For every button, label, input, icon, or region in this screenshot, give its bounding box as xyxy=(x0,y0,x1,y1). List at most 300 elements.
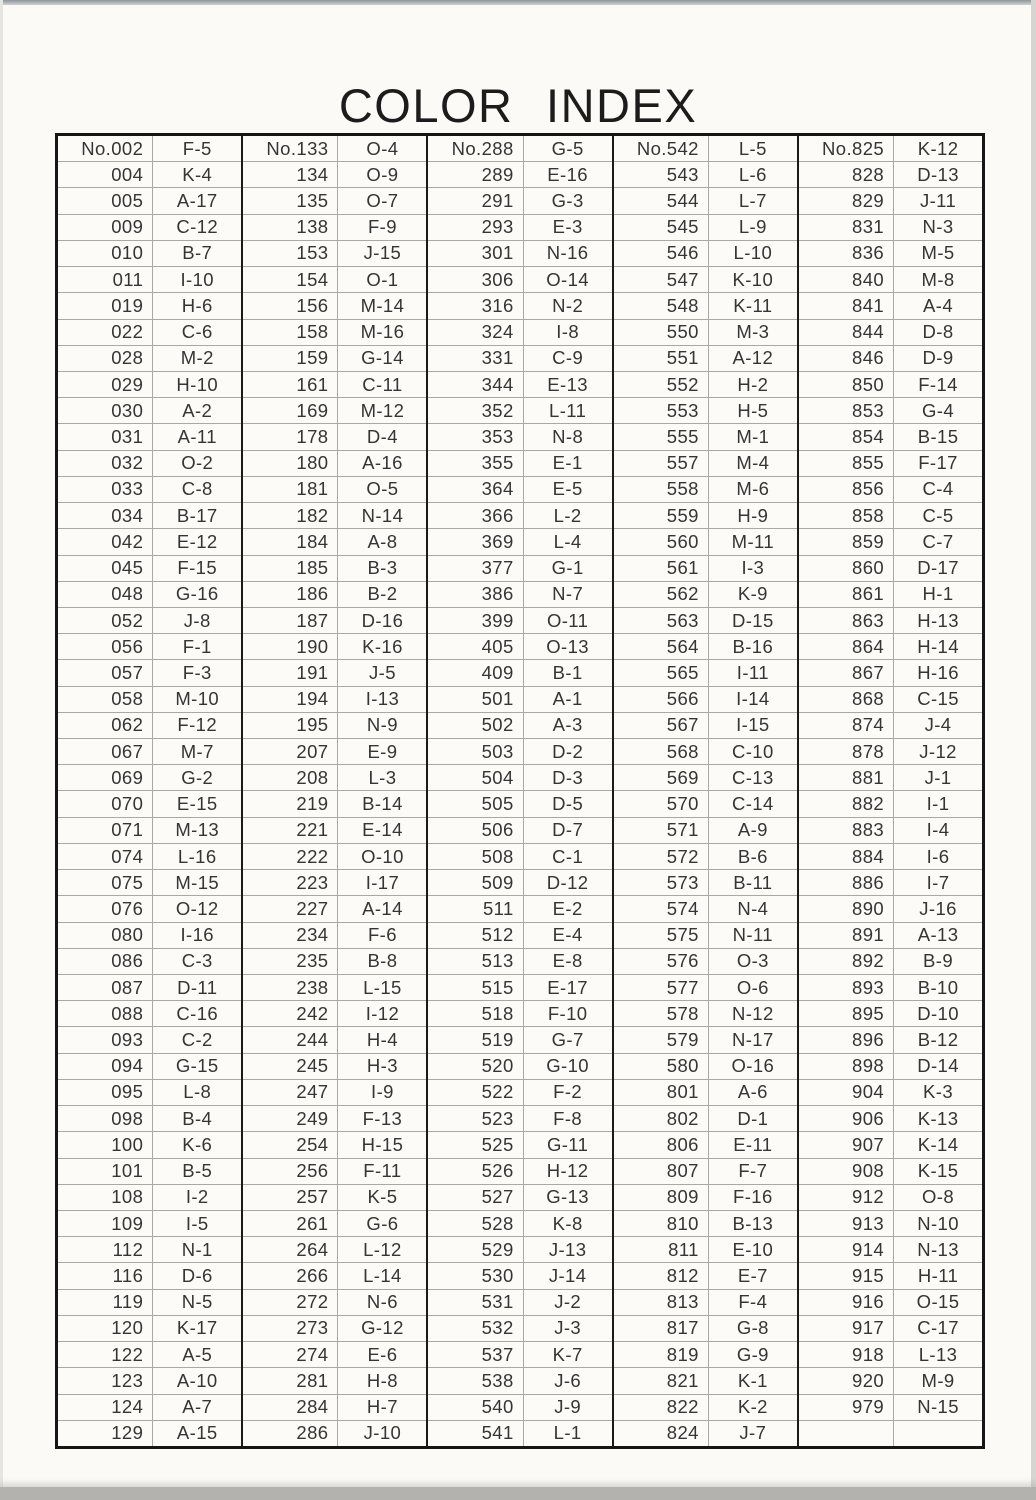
color-number-cell: 844 xyxy=(799,320,894,345)
color-number-cell: 057 xyxy=(58,660,153,685)
table-row xyxy=(243,1394,426,1420)
color-number-cell: 123 xyxy=(58,1368,153,1393)
grid-code-cell: D-2 xyxy=(552,740,584,762)
grid-code-cell: A-12 xyxy=(732,347,774,369)
color-number-cell: 563 xyxy=(614,608,709,633)
table-row xyxy=(243,1210,426,1236)
grid-code-cell: G-6 xyxy=(366,1212,399,1234)
color-number-cell: 579 xyxy=(614,1027,709,1052)
table-row xyxy=(243,528,426,554)
table-row xyxy=(58,1236,241,1262)
grid-code-cell: O-6 xyxy=(736,976,769,998)
grid-code-cell: G-10 xyxy=(546,1055,589,1077)
grid-code-cell: I-6 xyxy=(926,845,950,867)
table-column-group xyxy=(241,136,426,1446)
grid-code-cell: H-2 xyxy=(737,373,769,395)
grid-code-cell: O-7 xyxy=(366,190,399,212)
color-number-cell: No.133 xyxy=(243,136,338,161)
table-row xyxy=(243,214,426,240)
grid-code-cell: A-9 xyxy=(737,819,768,841)
table-row xyxy=(799,319,982,345)
color-number-cell: 331 xyxy=(428,346,523,371)
table-row xyxy=(614,1079,797,1105)
grid-code-cell: F-16 xyxy=(733,1186,773,1208)
color-number-cell: 801 xyxy=(614,1080,709,1105)
grid-code-cell: E-13 xyxy=(547,373,588,395)
table-row xyxy=(58,1053,241,1079)
grid-code-cell: B-1 xyxy=(552,661,583,683)
grid-code-cell: A-2 xyxy=(182,399,213,421)
color-number-cell: 509 xyxy=(428,870,523,895)
table-row xyxy=(58,266,241,292)
color-number-cell: 572 xyxy=(614,844,709,869)
grid-code-cell: H-5 xyxy=(737,399,769,421)
color-number-cell: 906 xyxy=(799,1106,894,1131)
table-row xyxy=(614,476,797,502)
table-row xyxy=(614,1394,797,1420)
color-number-cell: 095 xyxy=(58,1080,153,1105)
table-row xyxy=(243,1079,426,1105)
grid-code-cell: K-15 xyxy=(917,1160,959,1182)
color-number-cell: 918 xyxy=(799,1342,894,1367)
color-number-cell: 324 xyxy=(428,320,523,345)
color-number-cell: 291 xyxy=(428,188,523,213)
color-number-cell: 515 xyxy=(428,975,523,1000)
grid-code-cell: O-12 xyxy=(175,897,219,919)
table-row xyxy=(428,528,611,554)
table-row xyxy=(799,712,982,738)
table-row xyxy=(428,790,611,816)
color-number-cell: 266 xyxy=(243,1263,338,1288)
color-number-cell: 074 xyxy=(58,844,153,869)
table-row xyxy=(243,869,426,895)
grid-code-cell: H-7 xyxy=(366,1396,398,1418)
color-number-cell: 529 xyxy=(428,1237,523,1262)
grid-code-cell: H-14 xyxy=(917,635,959,657)
color-number-cell: 369 xyxy=(428,529,523,554)
grid-code-cell: J-6 xyxy=(554,1369,582,1391)
table-column-group xyxy=(797,136,982,1446)
grid-code-cell: L-10 xyxy=(733,242,773,264)
color-number-cell: 512 xyxy=(428,923,523,948)
color-number-cell: 100 xyxy=(58,1132,153,1157)
color-number-cell: 048 xyxy=(58,582,153,607)
color-number-cell: 254 xyxy=(243,1132,338,1157)
table-row xyxy=(614,764,797,790)
table-row xyxy=(428,502,611,528)
table-row xyxy=(243,1236,426,1262)
grid-code-cell: M-7 xyxy=(180,740,214,762)
table-row xyxy=(243,476,426,502)
color-number-cell: 520 xyxy=(428,1054,523,1079)
color-number-cell: 154 xyxy=(243,267,338,292)
table-row xyxy=(799,1079,982,1105)
color-number-cell: 316 xyxy=(428,293,523,318)
color-number-cell: 207 xyxy=(243,739,338,764)
table-row xyxy=(614,1367,797,1393)
grid-code-cell: F-7 xyxy=(738,1160,768,1182)
grid-code-cell: N-3 xyxy=(922,216,954,238)
table-row xyxy=(799,136,982,161)
color-number-cell: 836 xyxy=(799,241,894,266)
table-row xyxy=(614,1210,797,1236)
table-row xyxy=(799,790,982,816)
color-number-cell: 191 xyxy=(243,660,338,685)
color-number-cell: 112 xyxy=(58,1237,153,1262)
color-number-cell: 511 xyxy=(428,896,523,921)
color-number-cell: 817 xyxy=(614,1316,709,1341)
table-row xyxy=(58,1394,241,1420)
grid-code-cell: F-15 xyxy=(177,557,218,579)
grid-code-cell: F-4 xyxy=(738,1291,768,1313)
grid-code-cell: E-7 xyxy=(737,1265,768,1287)
table-row xyxy=(614,1158,797,1184)
table-row xyxy=(58,1341,241,1367)
grid-code-cell: I-16 xyxy=(180,924,214,946)
grid-code-cell: J-5 xyxy=(368,661,396,683)
color-number-cell: 190 xyxy=(243,634,338,659)
table-row xyxy=(799,686,982,712)
table-row xyxy=(243,319,426,345)
table-row xyxy=(428,187,611,213)
grid-code-cell: O-2 xyxy=(181,452,214,474)
grid-code-cell: D-15 xyxy=(731,609,774,631)
color-number-cell: 355 xyxy=(428,451,523,476)
grid-code-cell: O-16 xyxy=(731,1055,775,1077)
table-row xyxy=(614,214,797,240)
grid-code-cell: E-4 xyxy=(552,924,583,946)
grid-code-cell: D-11 xyxy=(177,976,218,998)
color-number-cell: 557 xyxy=(614,451,709,476)
table-row xyxy=(614,555,797,581)
grid-code-cell: A-4 xyxy=(923,294,954,316)
color-number-cell: 274 xyxy=(243,1342,338,1367)
table-row xyxy=(243,1341,426,1367)
table-row xyxy=(428,1026,611,1052)
table-row xyxy=(428,1105,611,1131)
color-number-cell: 846 xyxy=(799,346,894,371)
grid-code-cell: E-8 xyxy=(552,950,583,972)
table-row xyxy=(58,869,241,895)
grid-code-cell: G-2 xyxy=(181,766,214,788)
grid-code-cell: C-13 xyxy=(731,766,774,788)
grid-code-cell: H-16 xyxy=(917,661,959,683)
grid-code-cell: N-10 xyxy=(917,1212,959,1234)
color-number-cell: 912 xyxy=(799,1185,894,1210)
color-number-cell: 812 xyxy=(614,1263,709,1288)
grid-code-cell: I-11 xyxy=(736,661,769,683)
grid-code-cell: I-14 xyxy=(736,688,770,710)
color-number-cell: 028 xyxy=(58,346,153,371)
table-column-group xyxy=(612,136,797,1446)
color-number-cell: 019 xyxy=(58,293,153,318)
grid-code-cell: K-1 xyxy=(737,1369,768,1391)
color-number-cell: 185 xyxy=(243,556,338,581)
table-row xyxy=(243,843,426,869)
color-number-cell: 571 xyxy=(614,818,709,843)
grid-code-cell: F-6 xyxy=(367,924,397,946)
grid-code-cell: L-15 xyxy=(363,976,402,998)
color-number-cell: 364 xyxy=(428,477,523,502)
grid-code-cell: A-1 xyxy=(552,688,583,710)
grid-code-cell: K-7 xyxy=(552,1343,583,1365)
table-row xyxy=(428,817,611,843)
color-number-cell: 178 xyxy=(243,424,338,449)
table-row xyxy=(428,345,611,371)
table-row xyxy=(799,423,982,449)
table-row xyxy=(58,764,241,790)
table-row xyxy=(428,686,611,712)
color-number-cell: 560 xyxy=(614,529,709,554)
color-number-cell: 386 xyxy=(428,582,523,607)
color-number-cell: 256 xyxy=(243,1159,338,1184)
color-number-cell: 528 xyxy=(428,1211,523,1236)
color-number-cell: 272 xyxy=(243,1290,338,1315)
table-row xyxy=(428,1420,611,1446)
grid-code-cell: L-4 xyxy=(553,530,582,552)
grid-code-cell: I-5 xyxy=(185,1212,209,1234)
color-number-cell: 527 xyxy=(428,1185,523,1210)
color-number-cell: 907 xyxy=(799,1132,894,1157)
color-number-cell: 108 xyxy=(58,1185,153,1210)
table-row xyxy=(243,764,426,790)
table-row xyxy=(58,1105,241,1131)
grid-code-cell: C-12 xyxy=(176,216,219,238)
table-row xyxy=(799,240,982,266)
color-number-cell: 009 xyxy=(58,215,153,240)
table-row xyxy=(58,214,241,240)
grid-code-cell: N-11 xyxy=(732,924,773,946)
color-number-cell: 864 xyxy=(799,634,894,659)
color-number-cell: 344 xyxy=(428,372,523,397)
color-number-cell: 904 xyxy=(799,1080,894,1105)
table-row xyxy=(428,1289,611,1315)
table-row xyxy=(58,712,241,738)
table-row xyxy=(799,528,982,554)
color-number-cell: 859 xyxy=(799,529,894,554)
color-number-cell xyxy=(799,1421,894,1446)
color-number-cell: 810 xyxy=(614,1211,709,1236)
table-row xyxy=(428,869,611,895)
table-column-group xyxy=(58,136,241,1446)
color-number-cell: 861 xyxy=(799,582,894,607)
grid-code-cell: D-10 xyxy=(917,1002,959,1024)
color-number-cell: 551 xyxy=(614,346,709,371)
color-number-cell: 914 xyxy=(799,1237,894,1262)
color-number-cell: 030 xyxy=(58,398,153,423)
grid-code-cell: E-16 xyxy=(547,163,588,185)
table-row xyxy=(799,843,982,869)
table-row xyxy=(58,1262,241,1288)
table-row xyxy=(58,633,241,659)
color-number-cell: 856 xyxy=(799,477,894,502)
color-number-cell: 352 xyxy=(428,398,523,423)
color-number-cell: 522 xyxy=(428,1080,523,1105)
color-number-cell: 518 xyxy=(428,1001,523,1026)
table-row xyxy=(799,869,982,895)
color-number-cell: 809 xyxy=(614,1185,709,1210)
grid-code-cell: D-5 xyxy=(552,793,584,815)
grid-code-cell: N-1 xyxy=(181,1238,213,1260)
table-row xyxy=(58,397,241,423)
grid-code-cell: F-1 xyxy=(182,635,212,657)
color-number-cell: 033 xyxy=(58,477,153,502)
table-row xyxy=(428,1184,611,1210)
color-number-cell: 553 xyxy=(614,398,709,423)
color-number-cell: 920 xyxy=(799,1368,894,1393)
grid-code-cell: B-4 xyxy=(182,1107,213,1129)
color-number-cell: 093 xyxy=(58,1027,153,1052)
grid-code-cell: E-12 xyxy=(176,530,218,552)
table-row xyxy=(243,240,426,266)
grid-code-cell: A-5 xyxy=(182,1343,213,1365)
table-row xyxy=(58,136,241,161)
color-number-cell: 293 xyxy=(428,215,523,240)
color-number-cell: 138 xyxy=(243,215,338,240)
color-number-cell: 519 xyxy=(428,1027,523,1052)
table-row xyxy=(428,266,611,292)
color-number-cell: 261 xyxy=(243,1211,338,1236)
table-row xyxy=(799,1000,982,1026)
grid-code-cell: D-17 xyxy=(917,557,959,579)
grid-code-cell: I-15 xyxy=(736,714,770,736)
grid-code-cell: M-14 xyxy=(360,294,405,316)
table-row xyxy=(243,292,426,318)
table-row xyxy=(58,659,241,685)
grid-code-cell: N-13 xyxy=(917,1238,959,1260)
table-row xyxy=(243,922,426,948)
grid-code-cell: E-6 xyxy=(367,1343,398,1365)
table-row xyxy=(799,1053,982,1079)
grid-code-cell: M-5 xyxy=(921,242,955,264)
table-row xyxy=(614,1420,797,1446)
table-row xyxy=(799,1394,982,1420)
grid-code-cell: N-16 xyxy=(546,242,589,264)
table-row xyxy=(614,633,797,659)
grid-code-cell: A-14 xyxy=(362,897,403,919)
table-row xyxy=(243,371,426,397)
table-row xyxy=(243,161,426,187)
table-row xyxy=(799,371,982,397)
grid-code-cell: K-17 xyxy=(176,1317,218,1339)
table-row xyxy=(58,450,241,476)
table-row xyxy=(243,1367,426,1393)
grid-code-cell: K-6 xyxy=(182,1133,213,1155)
color-number-cell: 503 xyxy=(428,739,523,764)
table-row xyxy=(614,1341,797,1367)
color-number-cell: 537 xyxy=(428,1342,523,1367)
table-row xyxy=(614,1131,797,1157)
color-number-cell: 116 xyxy=(58,1263,153,1288)
table-row xyxy=(58,948,241,974)
table-row xyxy=(243,1289,426,1315)
grid-code-cell: E-9 xyxy=(367,740,398,762)
grid-code-cell: B-5 xyxy=(182,1160,213,1182)
grid-code-cell: G-1 xyxy=(551,557,584,579)
color-number-cell: 892 xyxy=(799,949,894,974)
table-row xyxy=(58,1079,241,1105)
color-number-cell: 543 xyxy=(614,162,709,187)
color-number-cell: 530 xyxy=(428,1263,523,1288)
grid-code-cell: G-15 xyxy=(175,1055,219,1077)
color-number-cell: 227 xyxy=(243,896,338,921)
color-number-cell: 578 xyxy=(614,1001,709,1026)
table-row xyxy=(58,895,241,921)
table-row xyxy=(614,397,797,423)
table-row xyxy=(243,974,426,1000)
grid-code-cell: A-15 xyxy=(176,1422,218,1444)
table-row xyxy=(428,712,611,738)
table-row xyxy=(243,136,426,161)
grid-code-cell: B-16 xyxy=(732,635,774,657)
table-row xyxy=(58,1000,241,1026)
table-row xyxy=(799,292,982,318)
color-number-cell: 558 xyxy=(614,477,709,502)
grid-code-cell: G-7 xyxy=(551,1029,584,1051)
grid-code-cell: I-2 xyxy=(185,1186,209,1208)
table-row xyxy=(799,1341,982,1367)
grid-code-cell: M-10 xyxy=(175,688,220,710)
grid-code-cell: L-2 xyxy=(553,504,582,526)
grid-code-cell: N-2 xyxy=(552,294,584,316)
table-row xyxy=(614,319,797,345)
grid-code-cell: F-5 xyxy=(182,137,212,159)
grid-code-cell: C-7 xyxy=(922,530,954,552)
table-row xyxy=(614,581,797,607)
grid-code-cell: E-15 xyxy=(176,793,218,815)
table-row xyxy=(243,1026,426,1052)
color-number-cell: 029 xyxy=(58,372,153,397)
table-row xyxy=(614,974,797,1000)
color-number-cell: 219 xyxy=(243,791,338,816)
grid-code-cell: H-10 xyxy=(176,373,219,395)
grid-code-cell: M-15 xyxy=(175,871,220,893)
table-row xyxy=(799,1131,982,1157)
table-row xyxy=(58,1184,241,1210)
table-row xyxy=(428,1079,611,1105)
color-number-cell: 523 xyxy=(428,1106,523,1131)
table-row xyxy=(58,502,241,528)
table-row xyxy=(243,345,426,371)
color-number-cell: 286 xyxy=(243,1421,338,1446)
color-number-cell: 908 xyxy=(799,1159,894,1184)
color-number-cell: 273 xyxy=(243,1316,338,1341)
grid-code-cell: H-15 xyxy=(361,1133,404,1155)
color-number-cell: 501 xyxy=(428,687,523,712)
grid-code-cell: D-7 xyxy=(552,819,584,841)
table-row xyxy=(58,817,241,843)
color-number-cell: 182 xyxy=(243,503,338,528)
color-number-cell: 575 xyxy=(614,923,709,948)
color-number-cell: 878 xyxy=(799,739,894,764)
grid-code-cell: B-11 xyxy=(733,871,773,893)
grid-code-cell: C-16 xyxy=(176,1002,219,1024)
grid-code-cell: K-12 xyxy=(917,137,959,159)
color-number-cell: 545 xyxy=(614,215,709,240)
grid-code-cell: H-12 xyxy=(546,1160,589,1182)
color-number-cell: 004 xyxy=(58,162,153,187)
table-row xyxy=(614,686,797,712)
table-row xyxy=(58,528,241,554)
grid-code-cell: K-14 xyxy=(917,1133,959,1155)
grid-code-cell: I-10 xyxy=(180,268,214,290)
grid-code-cell: O-11 xyxy=(546,609,589,631)
grid-code-cell: M-9 xyxy=(921,1369,955,1391)
table-row xyxy=(428,555,611,581)
table-row xyxy=(614,817,797,843)
table-row xyxy=(799,1289,982,1315)
table-row xyxy=(243,948,426,974)
